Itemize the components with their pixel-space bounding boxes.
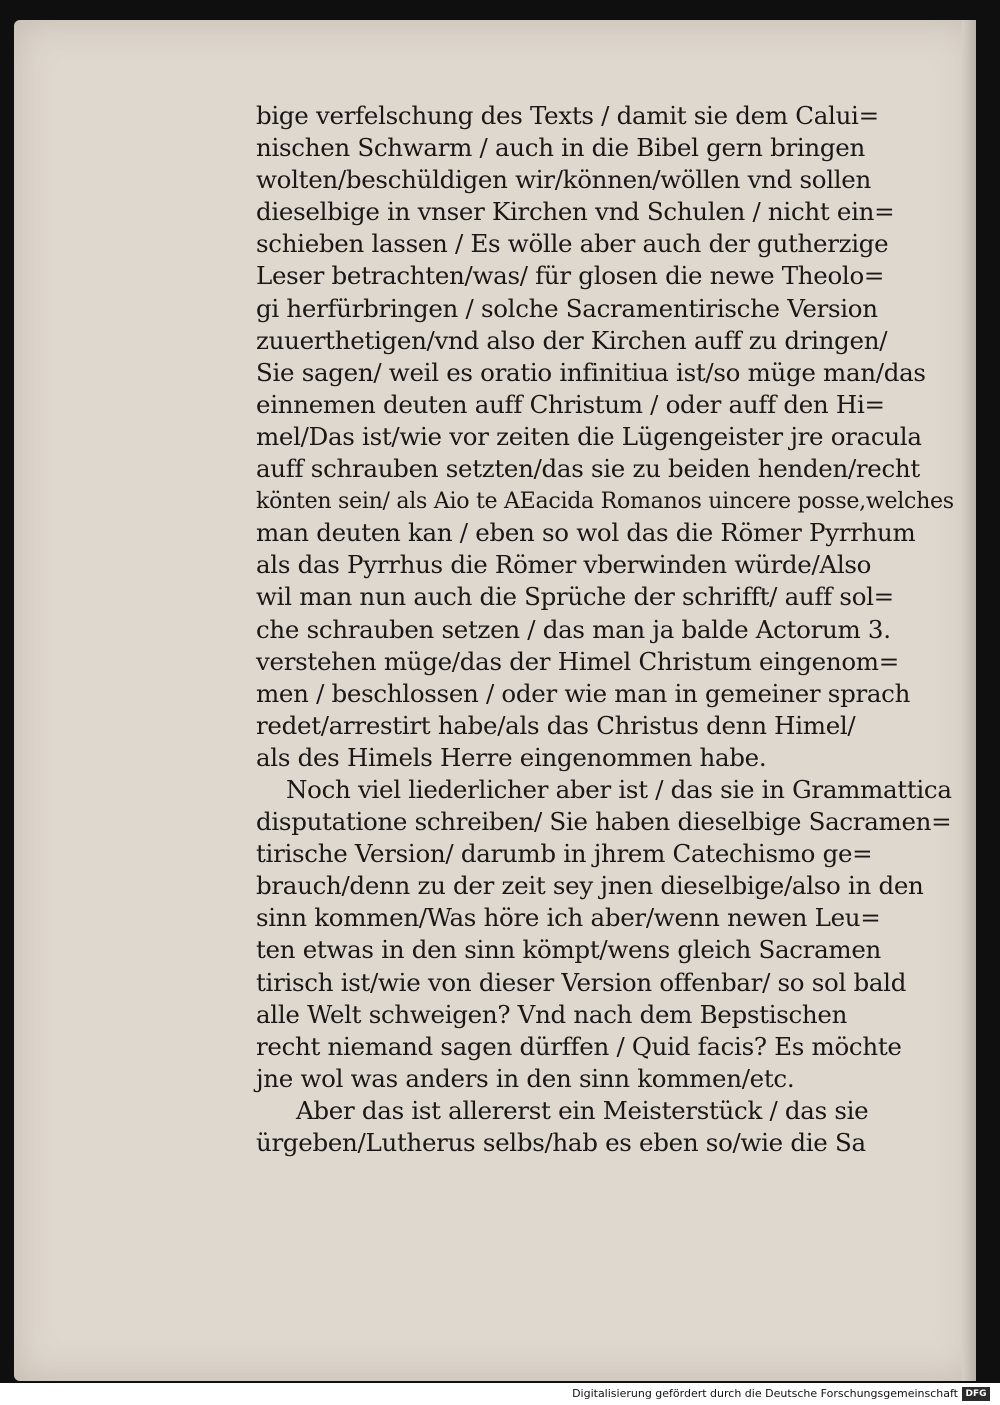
text-line: ürgeben/Lutherus selbs/hab es eben so/wie die Sa xyxy=(256,1128,866,1157)
text-line: che schrauben setzen / das man ja balde Actorum 3. xyxy=(256,614,891,644)
text-line: gi herfürbringen / solche Sacramentirische Version xyxy=(256,293,878,323)
text-line: wil man nun auch die Sprüche der schrifft/ auff sol= xyxy=(256,582,894,612)
text-line: mel/Das ist/wie vor zeiten die Lügengeister jre oracula xyxy=(256,421,922,451)
text-line: auff schrauben setzten/das sie zu beiden henden/recht xyxy=(256,454,920,484)
text-line: verstehen müge/das der Himel Christum eingenom= xyxy=(256,646,899,676)
text-line: dieselbige in vnser Kirchen vnd Schulen / nicht ein= xyxy=(256,197,895,227)
page-text xyxy=(256,100,956,1159)
funding-credit: Digitalisierung gefördert durch die Deutsche Forschungsgemeinschaft xyxy=(572,1387,958,1400)
text-line: recht niemand sagen dürffen / Quid facis? Es möchte xyxy=(256,1031,902,1061)
text-line: ten etwas in den sinn kömpt/wens gleich Sacramen xyxy=(256,935,882,965)
text-line: tirisch ist/wie von dieser Version offenbar/ so sol bald xyxy=(256,967,907,997)
text-line: nischen Schwarm / auch in die Bibel gern bringen xyxy=(256,133,865,163)
text-line: man deuten kan / eben so wol das die Römer Pyrrhum xyxy=(256,518,916,548)
text-line: schieben lassen / Es wölle aber auch der gutherzige xyxy=(256,229,889,259)
text-line: alle Welt schweigen? Vnd nach dem Bepstischen xyxy=(256,999,848,1029)
paragraph-start-line: Noch viel liederlicher aber ist / das sie in Grammattica xyxy=(286,774,952,804)
text-line: wolten/beschüldigen wir/können/wöllen vnd sollen xyxy=(256,165,871,195)
paragraph-start-line: Aber das ist allererst ein Meisterstück / das sie xyxy=(296,1095,869,1125)
text-line: sinn kommen/Was höre ich aber/wenn newen Leu= xyxy=(256,903,881,933)
text-line: bige verfelschung des Texts / damit sie dem Calui= xyxy=(256,101,879,130)
dfg-logo: DFG xyxy=(962,1387,990,1401)
text-line: als des Himels Herre eingenommen habe. xyxy=(256,742,767,772)
text-line: brauch/denn zu der zeit sey jnen dieselbige/also in den xyxy=(256,871,924,901)
text-line: jne wol was anders in den sinn kommen/etc. xyxy=(256,1063,795,1093)
footer-bar xyxy=(0,1383,1000,1405)
text-line: disputatione schreiben/ Sie haben dieselbige Sacramen= xyxy=(256,807,952,837)
page-edge xyxy=(962,20,976,1381)
text-line: Sie sagen/ weil es oratio infinitiua ist/so müge man/das xyxy=(256,357,926,387)
text-line: einnemen deuten auff Christum / oder auff den Hi= xyxy=(256,389,885,419)
text-line: redet/arrestirt habe/als das Christus denn Himel/ xyxy=(256,710,856,740)
text-line: als das Pyrrhus die Römer vberwinden würde/Also xyxy=(256,550,872,580)
text-line: tirische Version/ darumb in jhrem Catechismo ge= xyxy=(256,839,873,869)
text-line: men / beschlossen / oder wie man in gemeiner sprach xyxy=(256,678,911,708)
text-line: zuuerthetigen/vnd also der Kirchen auff zu dringen/ xyxy=(256,325,888,355)
text-line: Leser betrachten/was/ für glosen die newe Theolo= xyxy=(256,261,885,291)
text-line: könten sein/ als Aio te AEacida Romanos uincere posse,welches xyxy=(256,488,954,515)
